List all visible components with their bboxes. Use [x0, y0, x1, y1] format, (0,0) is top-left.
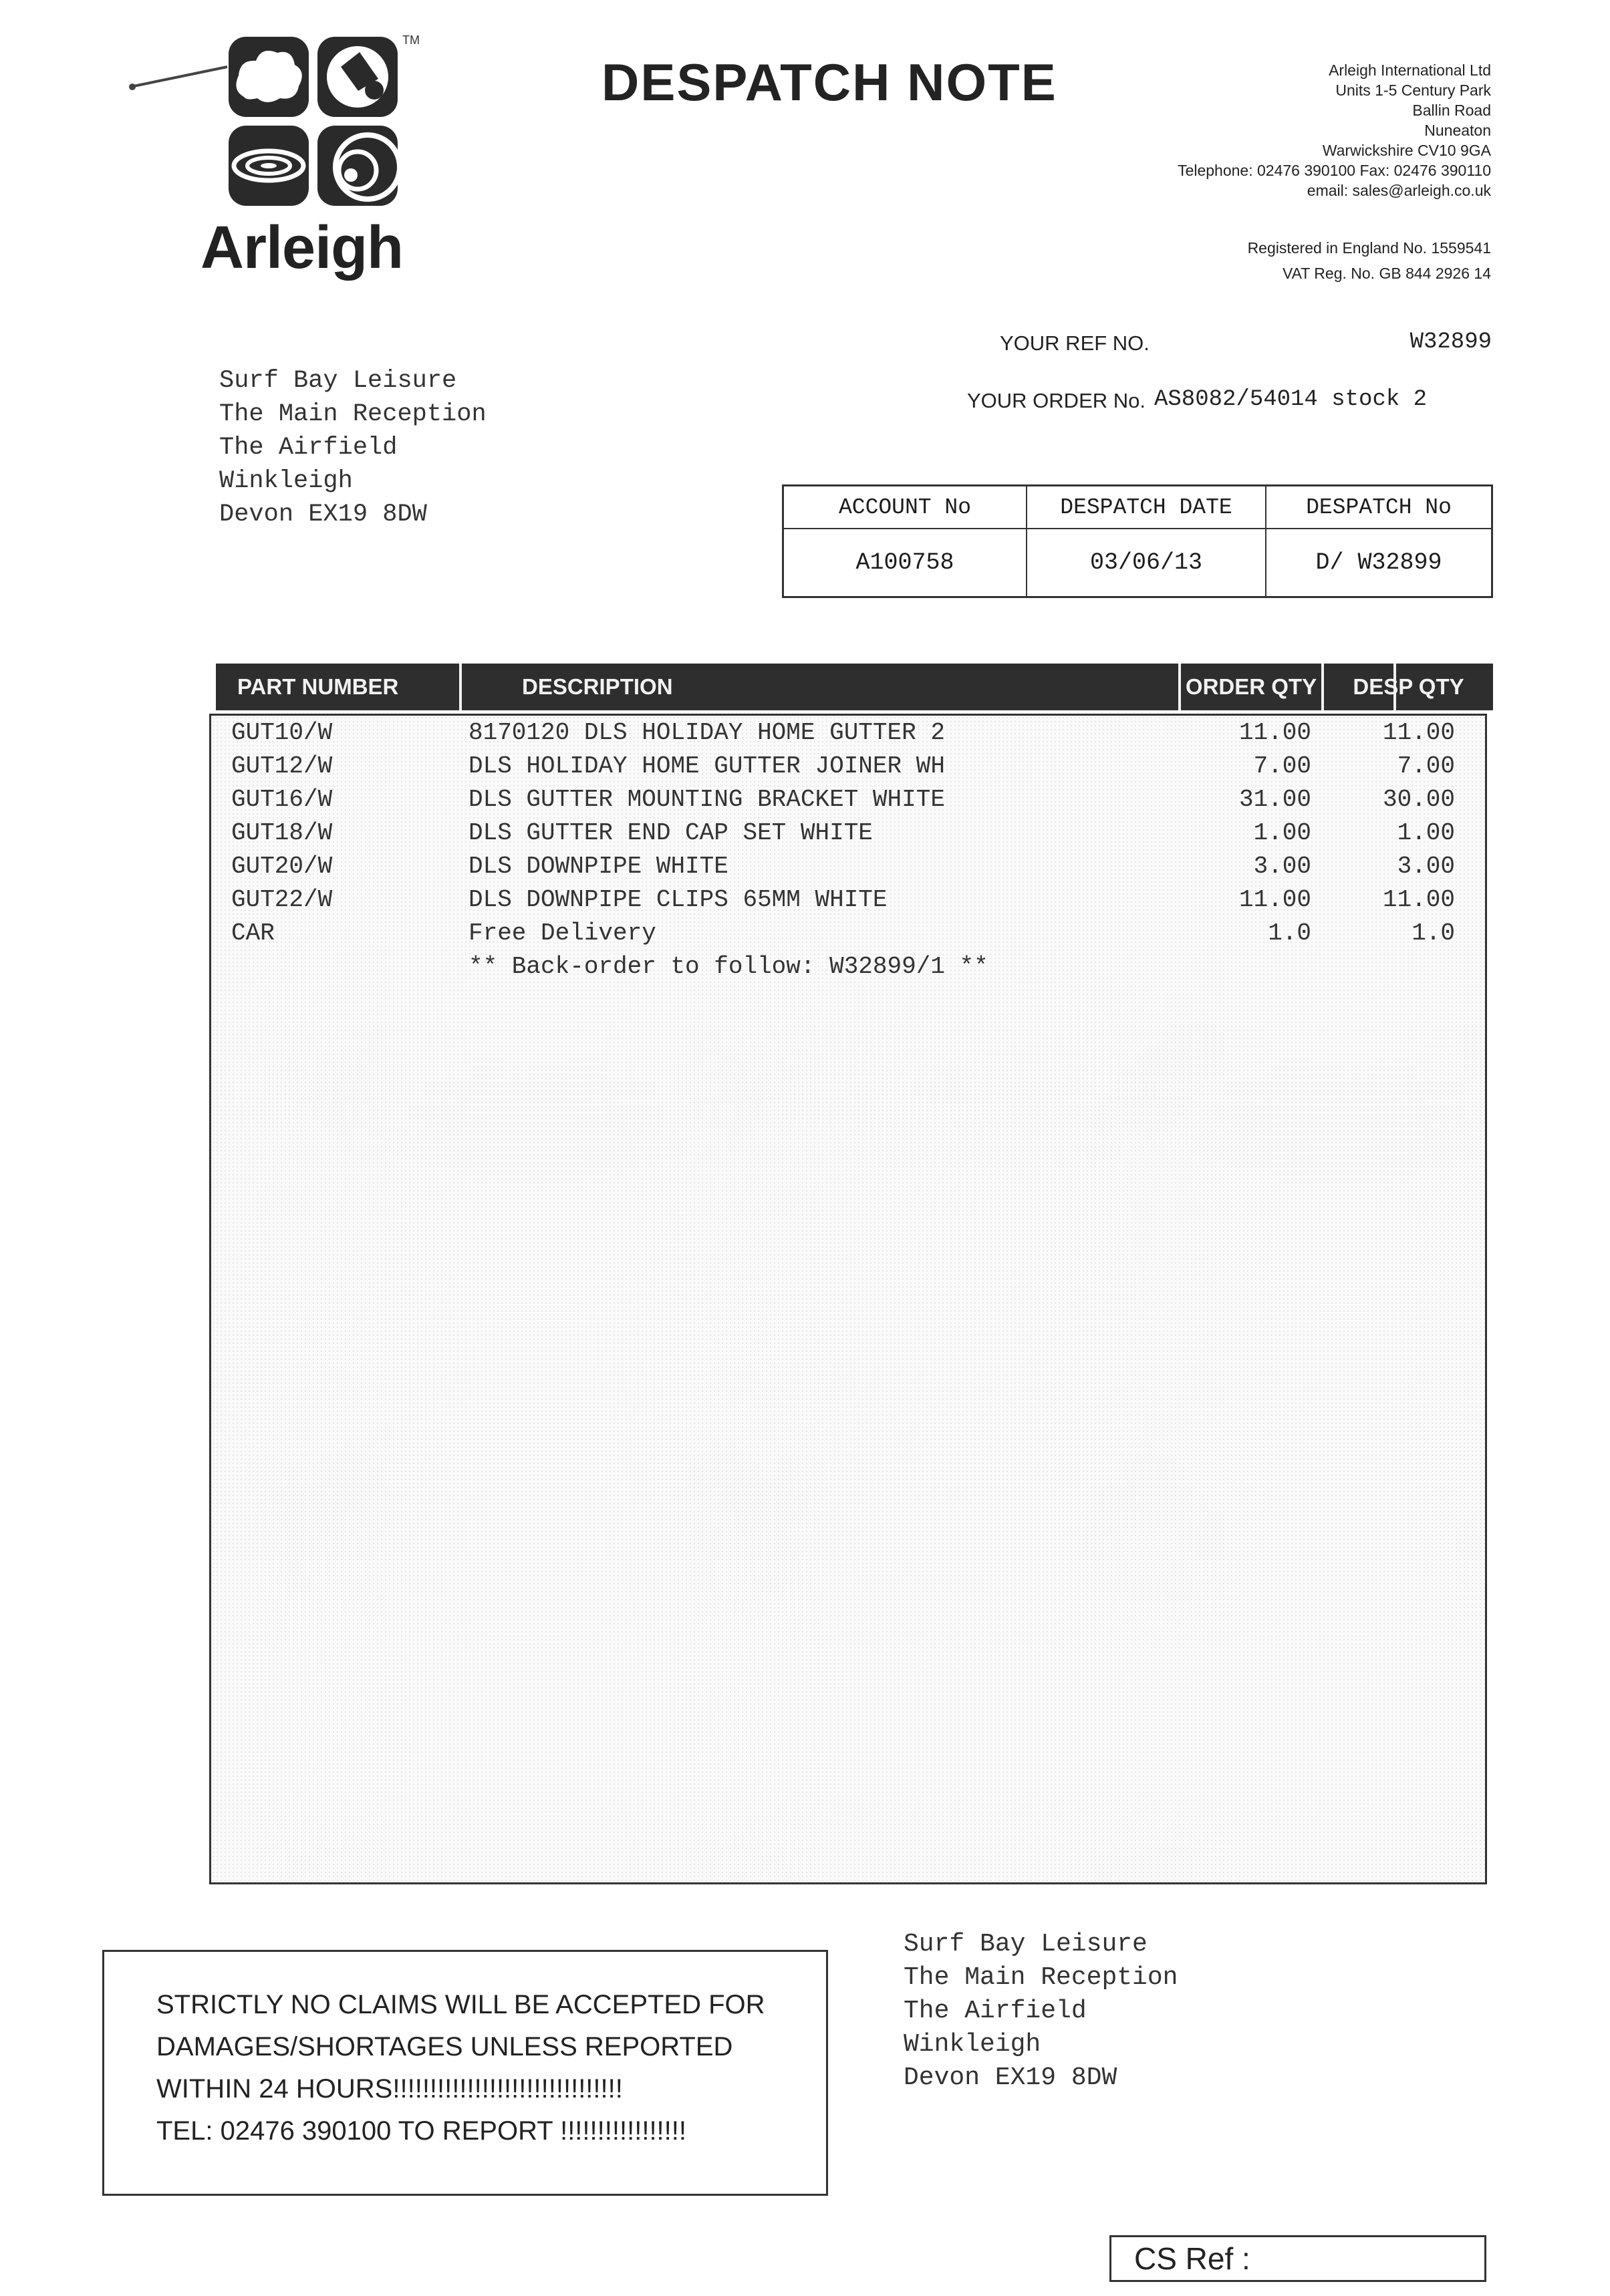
despatch-date-column — [1027, 486, 1266, 596]
company-address-line: Units 1-5 Century Park — [1335, 82, 1491, 99]
your-ref-label: YOUR REF NO. — [1000, 331, 1150, 355]
company-contact: Telephone: 02476 390100 Fax: 02476 390110 — [1178, 162, 1491, 179]
address-line: Winkleigh — [219, 467, 353, 495]
part-number-header: PART NUMBER — [216, 664, 462, 710]
order-qty-cell: 1.00 — [1253, 819, 1311, 847]
address-line: Devon EX19 8DW — [219, 500, 427, 529]
delivery-address — [219, 364, 487, 531]
cs-ref-label: CS Ref : — [1134, 2241, 1250, 2276]
order-qty-cell: 11.00 — [1238, 719, 1311, 746]
despatch-date-header: DESPATCH DATE — [1027, 486, 1265, 529]
account-number-column — [784, 486, 1027, 596]
document-title: DESPATCH NOTE — [601, 53, 1057, 112]
company-email: email: sales@arleigh.co.uk — [1307, 182, 1491, 199]
account-number-header: ACCOUNT No — [784, 486, 1026, 529]
back-order-note-row — [211, 953, 1485, 986]
table-row — [211, 853, 1485, 886]
order-qty-cell: 31.00 — [1238, 786, 1311, 813]
trademark-symbol: TM — [402, 33, 420, 47]
cs-ref-box — [1109, 2235, 1486, 2282]
table-row — [211, 886, 1485, 919]
company-address-line: Warwickshire CV10 9GA — [1322, 142, 1491, 159]
order-qty-cell: 7.00 — [1253, 752, 1311, 780]
address-line: Winkleigh — [904, 2030, 1041, 2059]
part-number-cell: GUT22/W — [231, 886, 333, 913]
address-line: Surf Bay Leisure — [219, 367, 457, 395]
description-cell: Free Delivery — [468, 919, 656, 947]
desp-qty-cell: 1.00 — [1397, 819, 1455, 847]
description-cell: DLS GUTTER END CAP SET WHITE — [468, 819, 873, 847]
company-address-block — [1178, 60, 1491, 200]
back-order-note: ** Back-order to follow: W32899/1 ** — [468, 953, 988, 980]
order-qty-cell: 3.00 — [1253, 853, 1311, 880]
desp-qty-cell: 30.00 — [1382, 786, 1455, 813]
despatch-date-value: 03/06/13 — [1089, 549, 1203, 576]
desp-qty-cell: 1.0 — [1412, 919, 1455, 947]
company-address-line: Nuneaton — [1424, 122, 1491, 139]
part-number-cell: CAR — [231, 919, 275, 947]
delivery-address-label — [904, 1928, 1178, 2095]
order-qty-cell: 11.00 — [1238, 886, 1311, 913]
description-cell: DLS HOLIDAY HOME GUTTER JOINER WH — [468, 752, 945, 780]
address-line: The Airfield — [904, 1997, 1087, 2025]
claims-notice-box — [102, 1950, 828, 2196]
address-line: The Airfield — [219, 434, 398, 462]
part-number-cell: GUT10/W — [231, 719, 333, 746]
your-ref-value: W32899 — [1410, 329, 1492, 355]
company-address-line: Ballin Road — [1412, 102, 1491, 119]
order-qty-cell: 1.0 — [1268, 919, 1311, 947]
claims-notice-line: STRICTLY NO CLAIMS WILL BE ACCEPTED FOR — [156, 1990, 765, 2019]
desp-qty-cell: 7.00 — [1397, 752, 1455, 780]
part-number-cell: GUT16/W — [231, 786, 333, 813]
desp-qty-cell: 11.00 — [1382, 886, 1455, 913]
items-table-body — [209, 714, 1487, 1884]
registration-number: Registered in England No. 1559541 — [1247, 239, 1491, 257]
description-cell: DLS GUTTER MOUNTING BRACKET WHITE — [468, 786, 945, 813]
account-number-value: A100758 — [855, 549, 954, 576]
despatch-number-column — [1266, 486, 1491, 596]
company-name: Arleigh International Ltd — [1329, 61, 1491, 79]
table-row — [211, 786, 1485, 819]
table-row — [211, 752, 1485, 786]
part-number-cell: GUT18/W — [231, 819, 333, 847]
vat-number: VAT Reg. No. GB 844 2926 14 — [1283, 265, 1491, 282]
description-cell: DLS DOWNPIPE WHITE — [468, 853, 728, 880]
description-cell: DLS DOWNPIPE CLIPS 65MM WHITE — [468, 886, 888, 913]
claims-notice-line: WITHIN 24 HOURS!!!!!!!!!!!!!!!!!!!!!!!!!!!!!!! — [156, 2074, 623, 2104]
table-row — [211, 819, 1485, 853]
desp-qty-cell: 11.00 — [1382, 719, 1455, 746]
description-cell: 8170120 DLS HOLIDAY HOME GUTTER 2 — [468, 719, 945, 746]
description-header: DESCRIPTION — [462, 664, 1396, 710]
arleigh-wordmark: Arleigh — [200, 214, 404, 281]
table-row — [211, 919, 1485, 953]
registration-block — [1248, 235, 1491, 286]
address-line: Surf Bay Leisure — [904, 1930, 1148, 1959]
desp-qty-cell: 3.00 — [1397, 853, 1455, 880]
address-line: The Main Reception — [219, 400, 487, 428]
table-row — [211, 719, 1485, 752]
order-qty-header: ORDER QTY — [1178, 664, 1324, 710]
your-order-label: YOUR ORDER No. — [967, 389, 1146, 412]
despatch-number-header: DESPATCH No — [1266, 486, 1491, 529]
despatch-number-value: D/ W32899 — [1315, 549, 1442, 576]
address-line: The Main Reception — [904, 1963, 1178, 1992]
part-number-cell: GUT12/W — [231, 752, 333, 780]
items-table-header — [216, 664, 1493, 710]
desp-qty-header: DESP QTY — [1353, 674, 1464, 699]
address-line: Devon EX19 8DW — [904, 2063, 1117, 2092]
account-info-table — [782, 484, 1493, 598]
part-number-cell: GUT20/W — [231, 853, 333, 880]
claims-notice-line: DAMAGES/SHORTAGES UNLESS REPORTED — [156, 2032, 733, 2061]
claims-notice-line: TEL: 02476 390100 TO REPORT !!!!!!!!!!!!!!!!! — [156, 2116, 687, 2146]
your-order-value: AS8082/54014 stock 2 — [1154, 387, 1428, 412]
